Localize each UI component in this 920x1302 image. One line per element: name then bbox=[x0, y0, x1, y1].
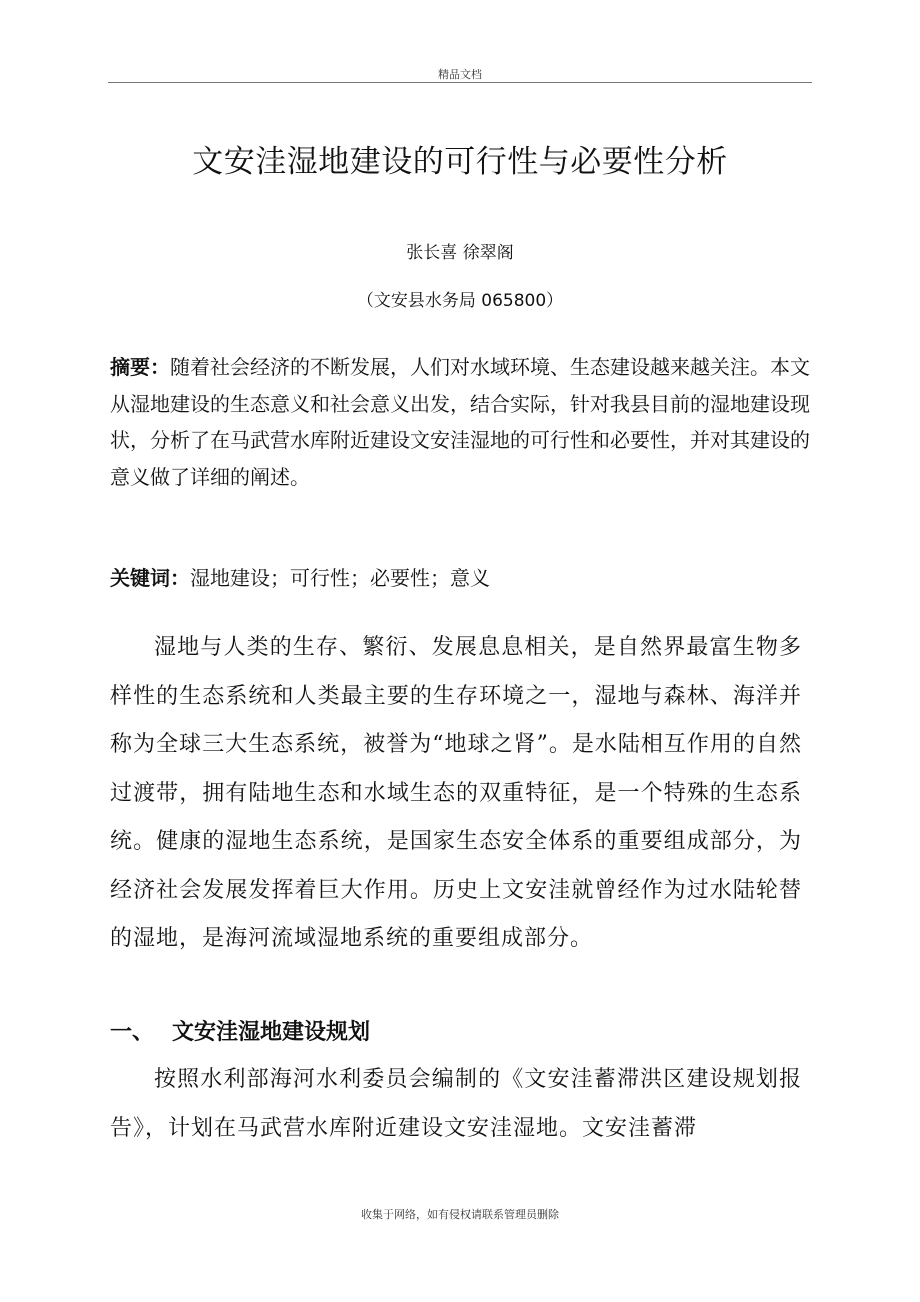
header-divider bbox=[108, 82, 812, 83]
affiliation: （文安县水务局 065800） bbox=[356, 291, 564, 311]
abstract-text: 随着社会经济的不断发展，人们对水域环境、生态建设越来越关注。本文从湿地建设的生态意义和社会意义出发，结合实际，针对我县目前的湿地建设现状，分析了在马武营水库附近建设文安洼湿地的可行性和必要性，并对其建设的意义做了详细的阐述。 bbox=[110, 355, 810, 489]
document-title: 文安洼湿地建设的可行性与必要性分析 bbox=[192, 144, 728, 180]
authors: 张长喜 徐翠阁 bbox=[406, 243, 514, 263]
abstract bbox=[110, 349, 810, 495]
section-heading-1 bbox=[110, 1010, 810, 1054]
page-footer: 收集于网络，如有侵权请联系管理员删除 bbox=[361, 1208, 559, 1221]
section-number: 一、 bbox=[110, 1019, 155, 1045]
page-header: 精品文档 bbox=[438, 68, 482, 81]
body-paragraph-1: 湿地与人类的生存、繁衍、发展息息相关，是自然界最富生物多样性的生态系统和人类最主要的生存环境之一，湿地与森林、海洋并称为全球三大生态系统，被誉为“地球之肾”。是水陆相互作用的自然过渡带，拥有陆地生态和水域生态的双重特征，是一个特殊的生态系统。健康的湿地生态系统，是国家生态安全体系的重要组成部分，为经济社会发展发挥着巨大作用。历史上文安洼就曾经作为过水陆轮替的湿地，是海河流域湿地系统的重要组成部分。 bbox=[110, 635, 802, 951]
section-title: 文安洼湿地建设规划 bbox=[172, 1019, 371, 1045]
abstract-label: 摘要： bbox=[110, 355, 170, 379]
keywords-text: 湿地建设；可行性；必要性；意义 bbox=[190, 566, 490, 590]
body-paragraph-2: 按照水利部海河水利委员会编制的《文安洼蓄滞洪区建设规划报告》，计划在马武营水库附近建设文安洼湿地。文安洼蓄滞 bbox=[110, 1067, 802, 1141]
keywords-label: 关键词： bbox=[110, 566, 190, 590]
keywords bbox=[110, 560, 810, 596]
